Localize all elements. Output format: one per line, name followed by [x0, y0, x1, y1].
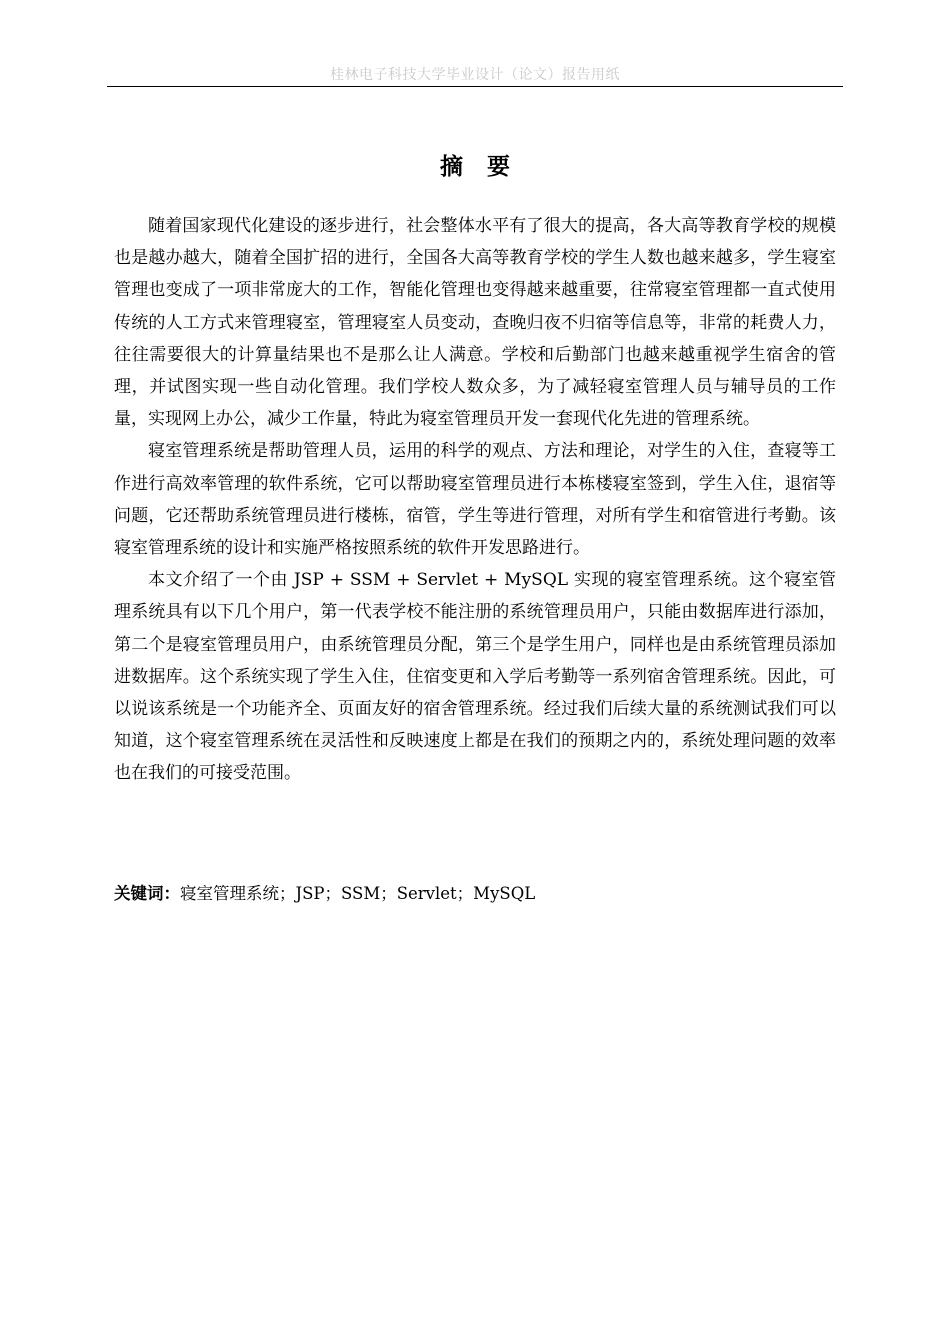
abstract-paragraph-2: 寝室管理系统是帮助管理人员，运用的科学的观点、方法和理论，对学生的入住，查寝等工作进行高效率管理的软件系统，它可以帮助寝室管理员进行本栋楼寝室签到，学生入住，退宿等问题，它还帮助系统管理员进行楼栋，宿管，学生等进行管理，对所有学生和宿管进行考勤。该寝室管理系统的设计和实施严格按照系统的软件开发思路进行。 [114, 441, 836, 559]
keywords-value: 寝室管理系统；JSP；SSM；Servlet；MySQL [180, 884, 536, 903]
abstract-title-char-1: 摘 [440, 154, 463, 180]
abstract-title-char-2: 要 [487, 154, 510, 180]
abstract-paragraph-1: 随着国家现代化建设的逐步进行，社会整体水平有了很大的提高，各大高等教育学校的规模也是越办越大，随着全国扩招的进行，全国各大高等教育学校的学生人数也越来越多，学生寝室管理也变成了一项非常庞大的工作，智能化管理也变得越来越重要，往常寝室管理都一直式使用传统的人工方式来管理寝室，管理寝室人员变动，查晚归夜不归宿等信息等，非常的耗费人力，往往需要很大的计算量结果也不是那么让人满意。学校和后勤部门也越来越重视学生宿舍的管理，并试图实现一些自动化管理。我们学校人数众多，为了减轻寝室管理人员与辅导员的工作量，实现网上办公，减少工作量，特此为寝室管理员开发一套现代化先进的管理系统。 [114, 216, 836, 430]
page-header [107, 62, 843, 87]
page-header-text: 桂林电子科技大学毕业设计（论文）报告用纸 [330, 67, 620, 83]
keywords-label: 关键词： [114, 884, 180, 903]
abstract-paragraph-3: 本文介绍了一个由 JSP + SSM + Servlet + MySQL 实现的寝室管理系统。这个寝室管理系统具有以下几个用户，第一代表学校不能注册的系统管理员用户，只能由数据库进行添加，第二个是寝室管理员用户，由系统管理员分配，第三个是学生用户，同样也是由系统管理员添加进数据库。这个系统实现了学生入住，住宿变更和入学后考勤等一系列宿舍管理系统。因此，可以说该系统是一个功能齐全、页面友好的宿舍管理系统。经过我们后续大量的系统测试我们可以知道，这个寝室管理系统在灵活性和反映速度上都是在我们的预期之内的，系统处理问题的效率也在我们的可接受范围。 [114, 570, 836, 784]
abstract-body [114, 210, 836, 790]
abstract-title [0, 148, 950, 181]
keywords-line [114, 879, 836, 909]
